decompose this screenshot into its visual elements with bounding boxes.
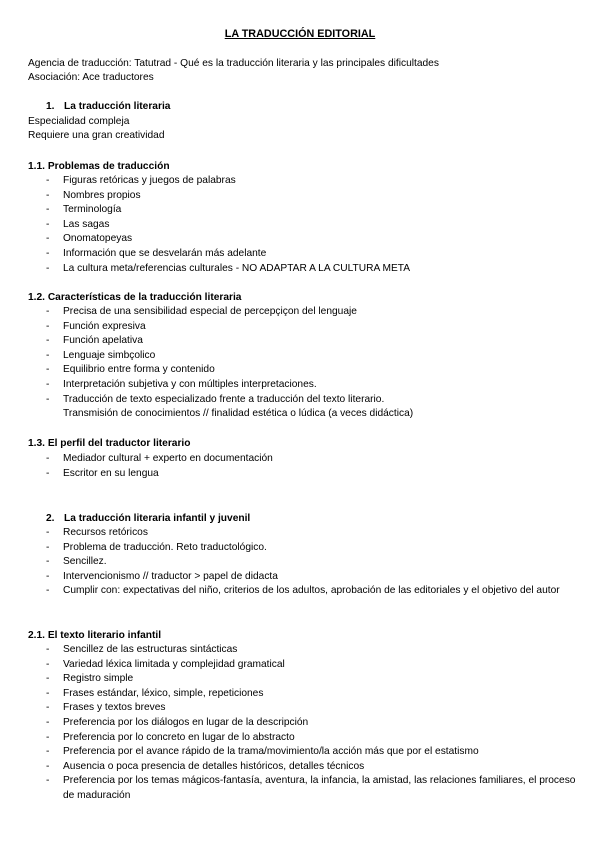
intro-line-association: Asociación: Ace traductores: [28, 72, 154, 83]
list-item: - Las sagas: [28, 218, 583, 233]
section-1-3-heading: 1.3. El perfil del traductor literario: [28, 438, 191, 449]
list-item: - Ausencia o poca presencia de detalles históricos, detalles técnicos: [28, 760, 583, 775]
list-item: - Información que se desvelarán más adelante: [28, 247, 583, 262]
section-2-heading: [46, 512, 250, 526]
list-item: - Variedad léxica limitada y complejidad gramatical: [28, 658, 583, 673]
list-item: - La cultura meta/referencias culturales - NO ADAPTAR A LA CULTURA META: [28, 262, 583, 277]
intro-line-agency: Agencia de traducción: Tatutrad - Qué es la traducción literaria y las principales dificultades: [28, 58, 439, 69]
list-item: - Equilibrio entre forma y contenido: [28, 363, 583, 378]
list-item: - Función apelativa: [28, 334, 583, 349]
list-item: - Función expresiva: [28, 320, 583, 335]
list-item: - Frases y textos breves: [28, 701, 583, 716]
section-1-title: La traducción literaria: [64, 101, 171, 112]
list-item: - Sencillez.: [28, 555, 583, 570]
section-2-list: [28, 526, 583, 599]
section-2-1-list: [28, 643, 583, 804]
list-item: - Preferencia por los temas mágicos-fantasía, aventura, la infancia, la amistad, las relaciones familiares, el proceso de maduración: [28, 774, 583, 803]
section-2-1-heading: 2.1. El texto literario infantil: [28, 630, 162, 641]
section-1-line: Requiere una gran creatividad: [28, 130, 165, 141]
list-item: - Intervencionismo // traductor > papel de didacta: [28, 570, 583, 585]
list-item: - Preferencia por lo concreto en lugar de lo abstracto: [28, 731, 583, 746]
list-item: - Mediador cultural + experto en documentación: [28, 452, 583, 467]
section-1-heading: [46, 100, 170, 114]
section-1-2-list: [28, 305, 583, 422]
list-item: - Figuras retóricas y juegos de palabras: [28, 174, 583, 189]
section-2-title: La traducción literaria infantil y juvenil: [64, 513, 251, 524]
list-item: - Preferencia por los diálogos en lugar de la descripción: [28, 716, 583, 731]
list-item-continuation: Transmisión de conocimientos // finalidad estética o lúdica (a veces didáctica): [63, 408, 414, 420]
section-1-3-list: [28, 452, 583, 481]
list-item: - Recursos retóricos: [28, 526, 583, 541]
list-item: - Onomatopeyas: [28, 232, 583, 247]
list-item: - Interpretación subjetiva y con múltiples interpretaciones.: [28, 378, 583, 393]
section-1-number: 1.: [46, 101, 55, 112]
section-2-number: 2.: [46, 513, 55, 524]
list-item: - Escritor en su lengua: [28, 467, 583, 482]
list-item: - Cumplir con: expectativas del niño, criterios de los adultos, aprobación de las editoriales y el objetivo del autor: [28, 584, 583, 599]
list-item-text: - Traducción de texto especializado frente a traducción del texto literario.: [63, 393, 385, 405]
list-item: - Problema de traducción. Reto traductológico.: [28, 541, 583, 556]
list-item: - Frases estándar, léxico, simple, repeticiones: [28, 687, 583, 702]
list-item: - Sencillez de las estructuras sintácticas: [28, 643, 583, 658]
document-title: LA TRADUCCIÓN EDITORIAL: [224, 28, 376, 40]
section-1-1-list: [28, 174, 583, 276]
list-item: - Terminología: [28, 203, 583, 218]
list-item: - Lenguaje simbçolico: [28, 349, 583, 364]
section-1-line: Especialidad compleja: [28, 116, 130, 127]
list-item: - Precisa de una sensibilidad especial de percepçiçon del lenguaje: [28, 305, 583, 320]
list-item: - Registro simple: [28, 672, 583, 687]
list-item: [28, 393, 583, 422]
list-item: - Preferencia por el avance rápido de la trama/movimiento/la acción más que por el estatismo: [28, 745, 583, 760]
list-item: - Nombres propios: [28, 189, 583, 204]
section-1-1-heading: 1.1. Problemas de traducción: [28, 161, 170, 172]
section-1-2-heading: 1.2. Características de la traducción literaria: [28, 292, 242, 303]
